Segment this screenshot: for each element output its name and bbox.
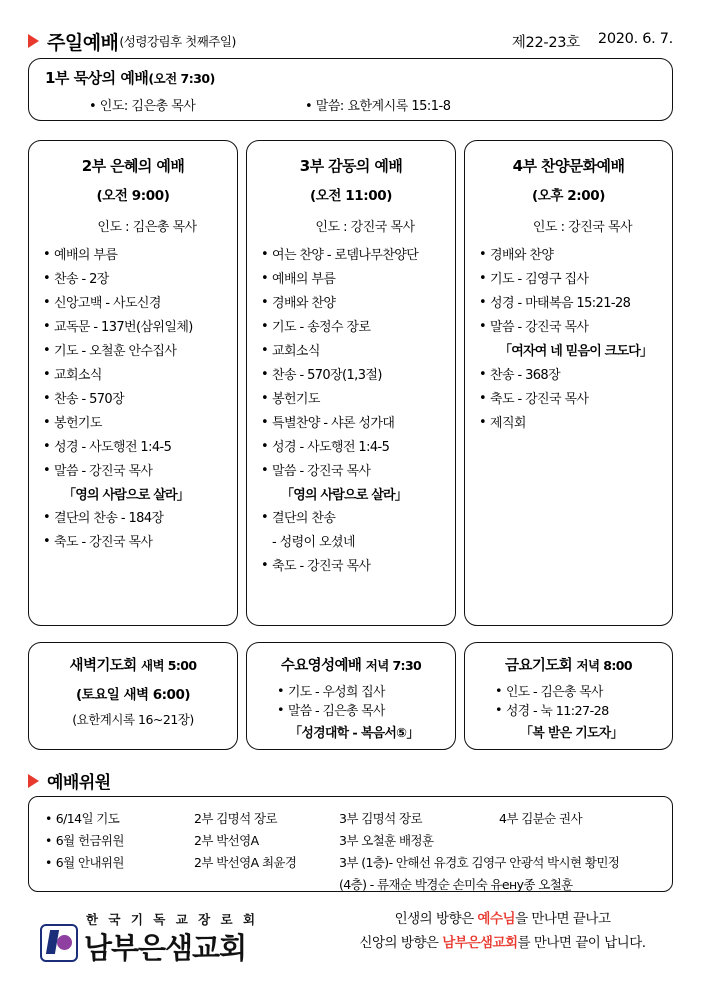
committee-cell: 2부 박선영A 최윤경 xyxy=(194,855,297,870)
list-item: • 성경 - 사도행전 1:4-5 xyxy=(43,439,231,457)
service-3-time: (오전 11:00) xyxy=(309,188,393,204)
committee-cell: (4층) - 류재순 박경순 손미숙 유ену종 오철훈 xyxy=(339,877,573,892)
sermon-title: 「영의 사람으로 살라」 xyxy=(63,487,189,503)
table-row xyxy=(45,853,124,871)
list-item: • 예배의 부름 xyxy=(261,271,449,289)
service-box-4 xyxy=(464,140,673,626)
list-item: • 찬송 - 368장 xyxy=(479,367,666,385)
list-item: • 성경 - 마태복음 15:21-28 xyxy=(479,295,666,313)
wednesday-order-list xyxy=(247,683,455,744)
service-1-leader: • 인도: 김은총 목사 xyxy=(89,99,196,114)
weekly-box-dawn-prayer xyxy=(28,642,238,750)
service-3-name: 3부 감동의 예배 xyxy=(299,157,403,175)
dawn-prayer-time: 새벽 5:00 xyxy=(141,658,197,673)
list-item: • 교회소식 xyxy=(43,367,231,385)
list-item: • 봉헌기도 xyxy=(261,391,449,409)
service-box-1 xyxy=(28,58,673,121)
dawn-prayer-title xyxy=(29,654,237,675)
footer-line2-highlight: 남부은샘교회 xyxy=(442,934,518,951)
triangle-bullet-icon xyxy=(28,34,39,48)
friday-time: 저녁 8:00 xyxy=(576,658,632,673)
footer-slogan xyxy=(330,908,675,955)
service-2-name: 2부 은혜의 예배 xyxy=(81,157,185,175)
list-item: • 말씀 - 강진국 목사 xyxy=(479,319,666,337)
page-header xyxy=(28,28,673,54)
list-item: • 결단의 찬송 - 184장 xyxy=(43,510,231,528)
list-item: • 여는 찬양 - 로뎀나무찬양단 xyxy=(261,247,449,265)
footer-line2-b: 를 만나면 끝이 납니다. xyxy=(517,934,646,951)
dawn-prayer-sub: (토요일 새벽 6:00) xyxy=(75,687,191,703)
committee-cell: 4부 김분순 권사 xyxy=(499,811,582,826)
service-4-name: 4부 찬양문화예배 xyxy=(512,157,625,175)
service-3-leader: 인도 : 강진국 목사 xyxy=(315,220,415,235)
list-item: - 성령이 오셨네 xyxy=(272,535,355,551)
list-item: • 제직회 xyxy=(479,415,666,433)
list-item: • 기도 - 우성희 집사 xyxy=(277,683,449,702)
list-item: • 봉헌기도 xyxy=(43,415,231,433)
friday-title xyxy=(465,654,672,675)
committee-box xyxy=(28,796,673,892)
weekly-box-wednesday xyxy=(246,642,456,750)
table-row xyxy=(45,809,119,827)
committee-cell: • 6월 안내위원 xyxy=(45,855,124,870)
list-item: • 특별찬양 - 샤론 성가대 xyxy=(261,415,449,433)
wednesday-name: 수요영성예배 xyxy=(280,658,362,674)
service-4-leader: 인도 : 강진국 목사 xyxy=(532,220,633,235)
page-title: 주일예배 xyxy=(47,31,119,54)
committee-cell: 3부 (1층)- 안해선 유경호 김영구 안광석 박시현 황민정 xyxy=(339,855,620,870)
list-item: • 교독문 - 137번(삼위일체) xyxy=(43,319,231,337)
triangle-bullet-icon xyxy=(28,774,39,788)
sermon-title: 「복 받은 기도자」 xyxy=(520,726,623,742)
list-item: • 찬송 - 570장 xyxy=(43,391,231,409)
list-item: • 기도 - 김영구 집사 xyxy=(479,271,666,289)
church-logo xyxy=(40,906,300,968)
footer-line1-a: 인생의 방향은 xyxy=(394,911,478,927)
footer-slogan-line-2 xyxy=(330,932,675,956)
list-item: • 축도 - 강진국 목사 xyxy=(43,534,231,552)
list-item: • 말씀 - 강진국 목사 xyxy=(261,463,449,481)
list-item: • 말씀 - 강진국 목사 xyxy=(43,463,231,481)
list-item: • 인도 - 김은총 목사 xyxy=(495,683,666,702)
weekly-box-friday xyxy=(464,642,673,750)
list-item: • 찬송 - 570장(1,3절) xyxy=(261,367,449,385)
list-item: • 기도 - 송정수 장로 xyxy=(261,319,449,337)
service-1-message: • 말씀: 요한계시록 15:1-8 xyxy=(305,99,451,114)
page-title-sub: (성령강림후 첫째주일) xyxy=(119,34,236,49)
committee-cell: 3부 오철훈 배정훈 xyxy=(339,833,434,848)
service-box-2 xyxy=(28,140,238,626)
wednesday-time: 저녁 7:30 xyxy=(365,658,422,673)
list-item: • 경배와 찬양 xyxy=(479,247,666,265)
service-1-name: 1부 묵상의 예배 xyxy=(45,69,149,87)
list-item: • 축도 - 강진국 목사 xyxy=(479,391,666,409)
friday-name: 금요기도회 xyxy=(505,658,573,674)
list-item: • 말씀 - 김은총 목사 xyxy=(277,702,449,721)
church-name: 남부은샘교회 xyxy=(84,931,247,965)
header-meta xyxy=(512,31,673,52)
dawn-prayer-name: 새벽기도회 xyxy=(69,658,137,674)
sermon-title: 「성경대학 - 복음서⑤」 xyxy=(289,726,419,742)
list-item: • 축도 - 강진국 목사 xyxy=(261,558,449,576)
list-item: • 경배와 찬양 xyxy=(261,295,449,313)
service-3-order-list xyxy=(247,247,455,577)
church-logo-icon xyxy=(40,924,78,962)
committee-cell: 2부 김명석 장로 xyxy=(194,811,277,826)
footer-line2-a: 신앙의 방향은 xyxy=(359,934,443,951)
list-item: • 결단의 찬송 xyxy=(261,510,449,528)
committee-cell: 3부 김명석 장로 xyxy=(339,811,422,826)
sermon-title: 「영의 사람으로 살라」 xyxy=(281,487,407,503)
issue-number: 제22-23호 xyxy=(511,34,580,51)
sermon-title: 「여자여 네 믿음이 크도다」 xyxy=(499,343,653,359)
list-item: • 예배의 부름 xyxy=(43,247,231,265)
committee-cell: 2부 박선영A xyxy=(194,833,259,848)
issue-date: 2020. 6. 7. xyxy=(597,30,673,47)
footer-line1-b: 을 만나면 끝나고 xyxy=(515,911,611,927)
list-item: • 성경 - 사도행전 1:4-5 xyxy=(261,439,449,457)
service-1-time: (오전 7:30) xyxy=(148,71,215,86)
committee-title: 예배위원 xyxy=(47,773,111,793)
list-item: • 찬송 - 2장 xyxy=(43,271,231,289)
dawn-prayer-note: (요한계시록 16~21장) xyxy=(72,712,194,727)
committee-header xyxy=(28,768,111,793)
committee-cell: • 6월 헌금위원 xyxy=(45,833,124,848)
friday-order-list xyxy=(465,683,672,744)
wednesday-title xyxy=(247,654,455,675)
list-item: • 기도 - 오철훈 안수집사 xyxy=(43,343,231,361)
table-row xyxy=(45,831,124,849)
service-4-order-list xyxy=(465,247,672,433)
denomination-name: 한 국 기 독 교 장 로 회 xyxy=(86,912,259,927)
service-2-time: (오전 9:00) xyxy=(96,188,170,204)
list-item: • 신앙고백 - 사도신경 xyxy=(43,295,231,313)
service-2-leader: 인도 : 김은총 목사 xyxy=(97,220,197,235)
service-4-time: (오후 2:00) xyxy=(531,188,606,204)
footer-line1-highlight: 예수님 xyxy=(477,911,516,927)
service-box-3 xyxy=(246,140,456,626)
service-1-title xyxy=(45,67,215,88)
list-item: • 성경 - 눅 11:27-28 xyxy=(495,702,666,721)
service-2-order-list xyxy=(29,247,237,553)
committee-cell: • 6/14일 기도 xyxy=(45,811,119,826)
list-item: • 교회소식 xyxy=(261,343,449,361)
footer-slogan-line-1 xyxy=(330,908,675,932)
